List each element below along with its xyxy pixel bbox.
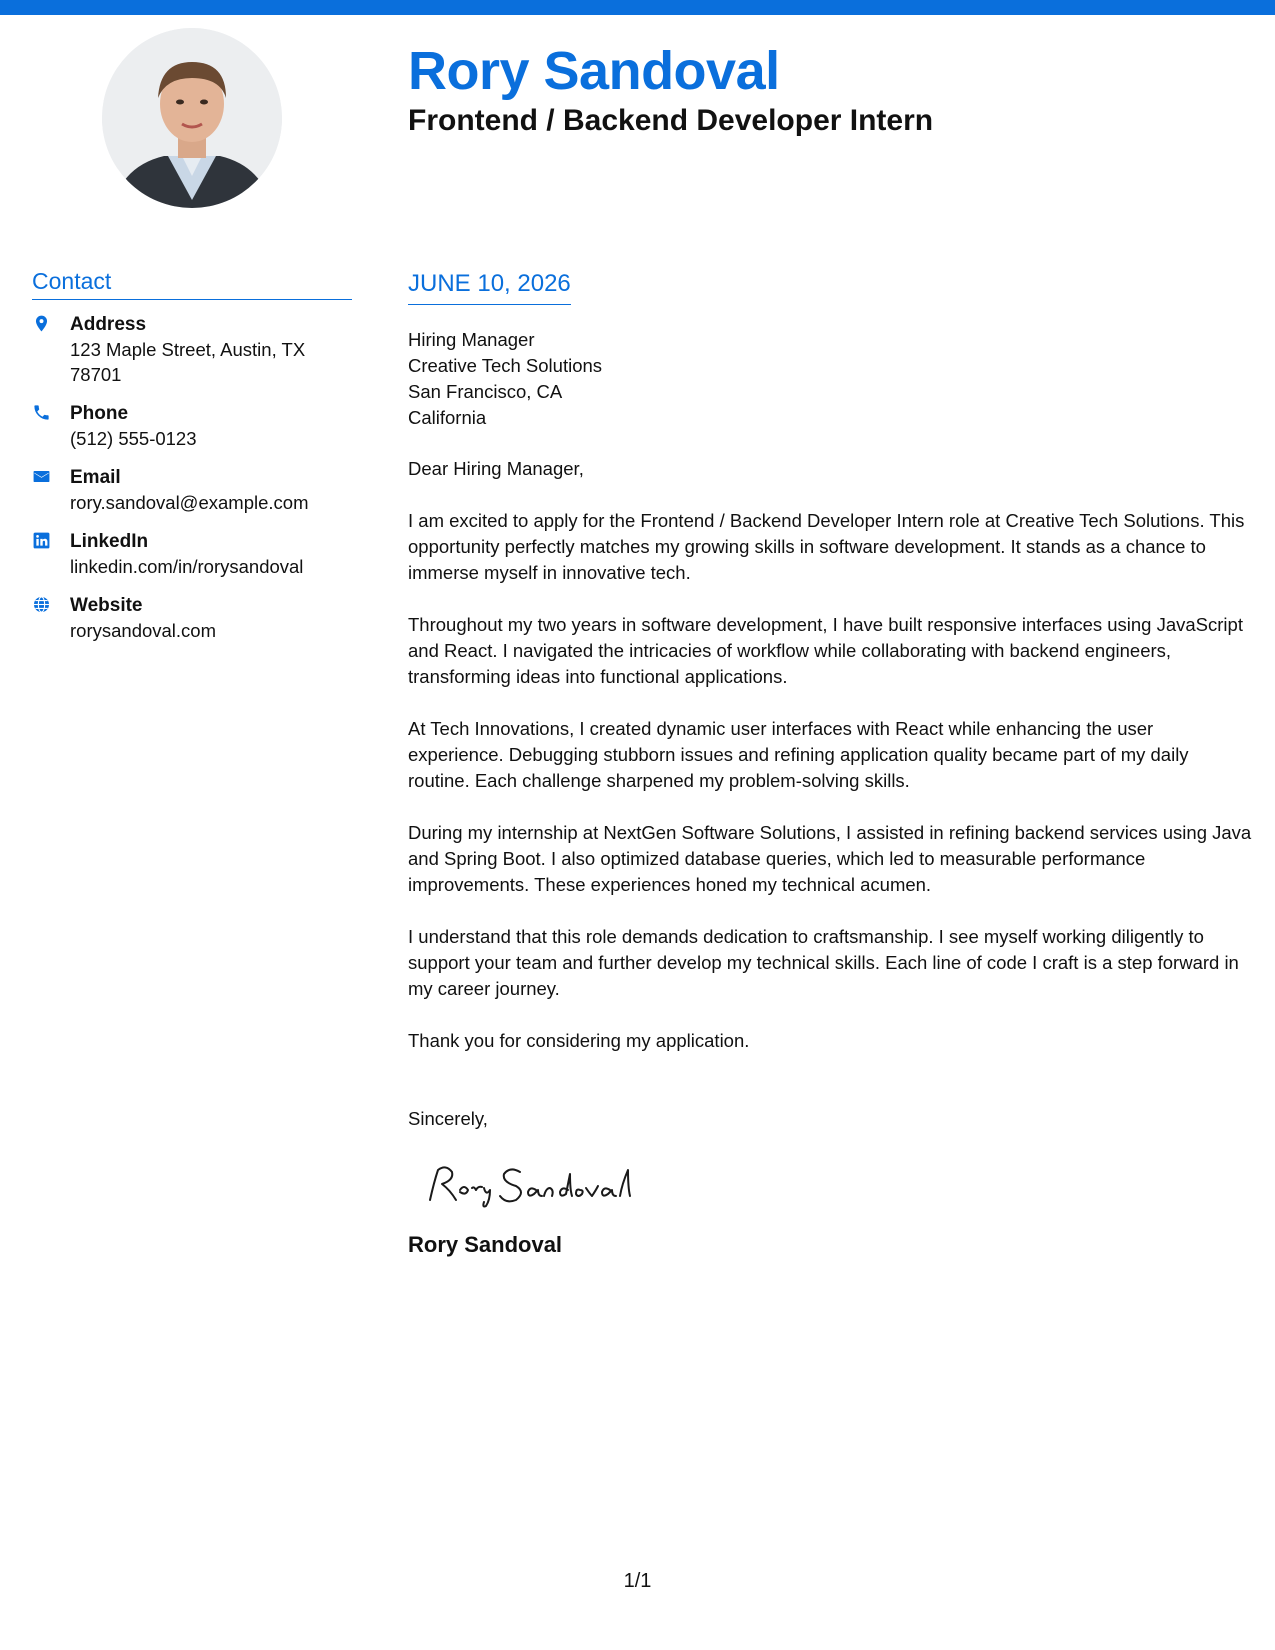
contact-value: (512) 555-0123 xyxy=(70,428,197,449)
body-paragraph: Thank you for considering my application. xyxy=(408,1030,750,1051)
contact-website xyxy=(32,593,352,643)
letter-date: JUNE 10, 2026 xyxy=(408,270,571,305)
body-paragraph: Throughout my two years in software development, I have built responsive interfaces using JavaScript and React. I navigated the intricacies of workflow while collaborating with backend engineers, transforming ideas into functional applications. xyxy=(408,614,1243,687)
contact-label: Address xyxy=(70,314,147,335)
letter-body xyxy=(408,268,1253,1258)
recipient-line: San Francisco, CA xyxy=(408,381,563,402)
recipient-line: California xyxy=(408,407,487,428)
contact-heading: Contact xyxy=(32,268,352,300)
body-paragraph: At Tech Innovations, I created dynamic user interfaces with React while enhancing the user experience. Debugging stubborn issues and refining application quality became part of my daily routine. Each challenge sharpened my problem-solving skills. xyxy=(408,718,1189,791)
signer-name: Rory Sandoval xyxy=(408,1232,563,1257)
body-paragraph: I understand that this role demands dedication to craftsmanship. I see myself working diligently to support your team and further develop my technical skills. Each line of code I craft is a step forward in my career journey. xyxy=(408,926,1239,999)
contact-label: Website xyxy=(70,595,143,616)
body-paragraph: I am excited to apply for the Frontend / Backend Developer Intern role at Creative Tech Solutions. This opportunity perfectly matches my growing skills in software development. It stands as a chance to immerse myself in innovative tech. xyxy=(408,510,1245,583)
recipient-line: Creative Tech Solutions xyxy=(408,355,603,376)
body-paragraph: During my internship at NextGen Software Solutions, I assisted in refining backend services using Java and Spring Boot. I also optimized database queries, which led to measurable performance improvements. These experiences honed my technical acumen. xyxy=(408,822,1252,895)
contact-linkedin xyxy=(32,529,352,579)
contact-value: 123 Maple Street, Austin, TX 78701 xyxy=(70,339,306,385)
email-link[interactable]: rory.sandoval@example.com xyxy=(70,492,309,513)
contact-phone xyxy=(32,401,352,451)
phone-icon xyxy=(32,401,70,451)
closing: Sincerely, xyxy=(408,1108,488,1129)
contact-label: LinkedIn xyxy=(70,531,149,552)
recipient-block xyxy=(408,327,1253,431)
contact-sidebar xyxy=(32,268,352,657)
applicant-name: Rory Sandoval xyxy=(408,41,780,101)
recipient-line: Hiring Manager xyxy=(408,329,535,350)
contact-email xyxy=(32,465,352,515)
location-pin-icon xyxy=(32,312,70,387)
envelope-icon xyxy=(32,465,70,515)
page-number: 1/1 xyxy=(623,1570,652,1592)
contact-address xyxy=(32,312,352,387)
contact-label: Email xyxy=(70,467,121,488)
contact-label: Phone xyxy=(70,403,129,424)
handwritten-signature xyxy=(424,1160,664,1210)
linkedin-link[interactable]: linkedin.com/in/rorysandoval xyxy=(70,556,304,577)
job-title: Frontend / Backend Developer Intern xyxy=(408,104,934,137)
linkedin-icon xyxy=(32,529,70,579)
top-accent-bar xyxy=(0,0,1275,15)
website-link[interactable]: rorysandoval.com xyxy=(70,620,217,641)
salutation: Dear Hiring Manager, xyxy=(408,458,584,479)
profile-photo xyxy=(102,28,282,208)
globe-icon xyxy=(32,593,70,643)
